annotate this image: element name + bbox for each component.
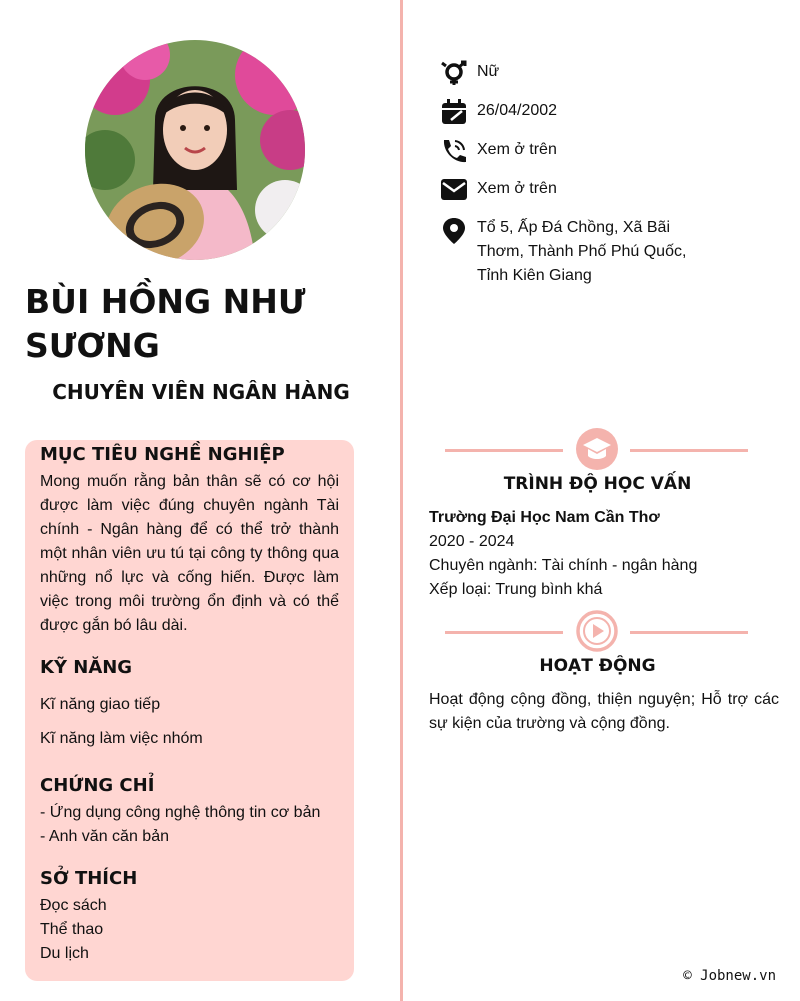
gender-icon (440, 60, 468, 86)
education-years: 2020 - 2024 (429, 533, 515, 550)
certificates-heading: CHỨNG CHỈ (40, 775, 155, 796)
phone-value: Xem ở trên (477, 141, 557, 158)
objective-text: Mong muốn rằng bản thân sẽ có cơ hội được làm việc đúng chuyên ngành Tài chính - Ngân hàng để có thể trở thành một nhân viên ưu tú tại công ty thông qua những nổ lực và cống hiến. Được làm việc trong môi trường ổn định và có thể được gắn bó lâu dài. (40, 473, 339, 634)
column-divider (400, 0, 403, 1001)
certificate-item: - Anh văn căn bản (40, 828, 169, 845)
email-value: Xem ở trên (477, 180, 557, 197)
gender-row (440, 60, 499, 86)
education-major: Chuyên ngành: Tài chính - ngân hàng (429, 557, 698, 574)
gender-value: Nữ (477, 63, 500, 80)
education-heading: TRÌNH ĐỘ HỌC VẤN (503, 474, 692, 494)
section-rule (445, 449, 563, 452)
hobbies-heading: SỞ THÍCH (40, 868, 138, 889)
skills-heading: KỸ NĂNG (40, 657, 133, 678)
hobby-item: Thể thao (40, 921, 104, 938)
address-row (440, 216, 710, 288)
activities-text: Hoạt động cộng đồng, thiện nguyện; Hỗ trợ các sự kiện của trường và cộng đồng. (429, 691, 779, 732)
skill-item: Kĩ năng giao tiếp (40, 696, 161, 713)
education-grade: Xếp loại: Trung bình khá (429, 581, 603, 598)
email-row (440, 177, 557, 203)
candidate-name: BÙI HỒNG NHƯ SƯƠNG (25, 282, 306, 365)
objective-heading: MỤC TIÊU NGHỀ NGHIỆP (40, 444, 285, 465)
birthday-value: 26/04/2002 (477, 102, 558, 119)
certificate-item: - Ứng dụng công nghệ thông tin cơ bản (40, 804, 321, 821)
calendar-icon (440, 99, 468, 125)
footer-credit: © Jobnew.vn (683, 968, 776, 984)
hobby-item: Đọc sách (40, 897, 107, 914)
address-value: Tổ 5, Ấp Đá Chồng, Xã Bãi Thơm, Thành Phố Phú Quốc, Tỉnh Kiên Giang (477, 219, 687, 284)
birthday-row (440, 99, 557, 125)
school-name: Trường Đại Học Nam Cần Thơ (429, 509, 660, 526)
email-icon (440, 177, 468, 203)
phone-icon (440, 138, 468, 164)
left-info-panel (25, 440, 354, 981)
graduation-cap-icon (576, 428, 618, 470)
section-rule (445, 631, 563, 634)
phone-row (440, 138, 557, 164)
skill-item: Kĩ năng làm việc nhóm (40, 730, 203, 747)
location-icon (440, 216, 468, 244)
activities-heading: HOẠT ĐỘNG (539, 656, 656, 676)
avatar (85, 40, 305, 260)
job-title: CHUYÊN VIÊN NGÂN HÀNG (52, 380, 350, 404)
hobby-item: Du lịch (40, 945, 89, 962)
play-icon (576, 610, 618, 652)
section-rule (630, 449, 748, 452)
section-rule (630, 631, 748, 634)
